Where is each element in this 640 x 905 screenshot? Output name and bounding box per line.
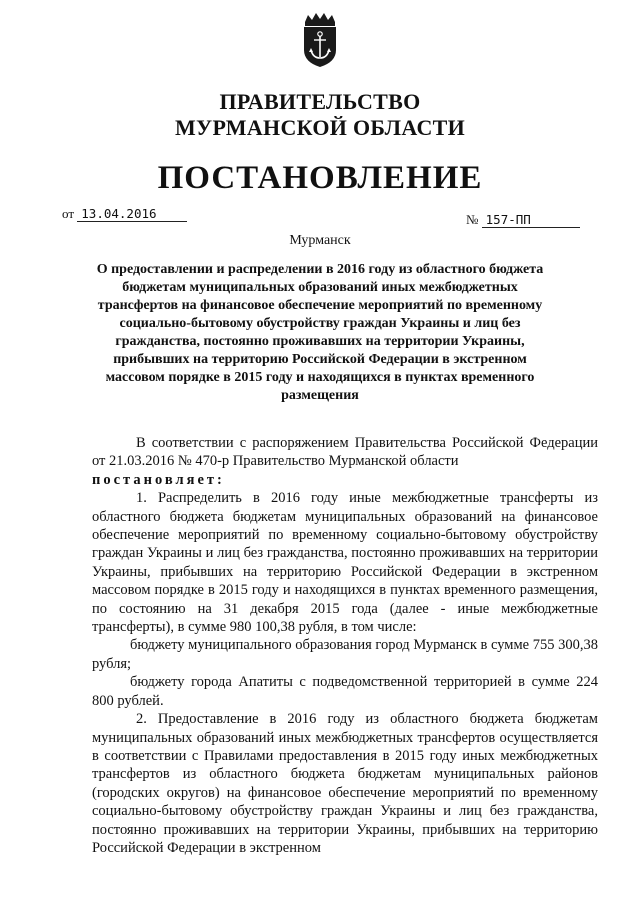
government-title-line2: МУРМАНСКОЙ ОБЛАСТИ <box>174 115 466 140</box>
item-1-subitem-apatity: бюджету города Апатиты с подведомственной территорией в сумме 224 800 рублей. <box>92 674 598 709</box>
document-number: 157-ПП <box>482 212 580 228</box>
preamble-text: В соответствии с распоряжением Правительства Российской Федерации от 21.03.2016 № 470-р Правительство Мурманской области <box>92 435 598 470</box>
document-date: 13.04.2016 <box>77 206 187 222</box>
decree-word: постановляет: <box>92 471 225 488</box>
date-prefix: от <box>62 206 75 221</box>
preamble-paragraph <box>92 434 598 489</box>
item-2-paragraph: 2. Предоставление в 2016 году из областного бюджета бюджетам муниципальных образований иных межбюджетных трансфертов осуществляется в соответствии с Правилами предоставления в 2015 году иных межбюджетных трансфертов из областного бюджета бюджетам муниципальных районов (городских округов) на финансовое обеспечение мероприятий по временному социально-бытовому обустройству граждан Украины и лиц без гражданства, постоянно проживавших на территории Украины, прибывших на территорию Российской Федерации в экстренном <box>92 711 598 856</box>
document-type-title: ПОСТАНОВЛЕНИЕ <box>157 160 483 196</box>
document-subject: О предоставлении и распределении в 2016 году из областного бюджета бюджетам муниципальных образований иных межбюджетных трансфертов на финансовое обеспечение мероприятий по временному социально-бытовому обустройству граждан Украины и лиц без гражданства, постоянно проживавших на территории Украины, прибывших на территорию Российской Федерации в экстренном массовом порядке в 2015 году и находящихся в пунктах временного размещения <box>96 262 544 403</box>
item-1-paragraph: 1. Распределить в 2016 году иные межбюджетные трансферты из областного бюджета бюджетам муниципальных образований на финансовое обеспечение мероприятий по временному социально-бытовому обустройству граждан Украины и лиц без гражданства, постоянно проживавших на территории Украины, прибывших на территорию Российской Федерации в экстренном массовом порядке в 2015 году и находящихся в пунктах временного размещения, по состоянию на 31 декабря 2015 года (далее - иные межбюджетные трансферты), в сумме 980 100,38 рубля, в том числе: <box>92 490 598 636</box>
number-prefix: № <box>466 212 479 227</box>
item-1-subitem-murmansk: бюджету муниципального образования город Мурманск в сумме 755 300,38 рубля; <box>92 637 598 672</box>
document-city: Мурманск <box>289 233 351 248</box>
government-title-line1: ПРАВИТЕЛЬСТВО <box>219 89 421 114</box>
coat-of-arms-emblem <box>299 12 341 68</box>
document-date-row <box>62 206 187 222</box>
document-body <box>92 434 598 857</box>
document-number-row <box>466 212 580 228</box>
